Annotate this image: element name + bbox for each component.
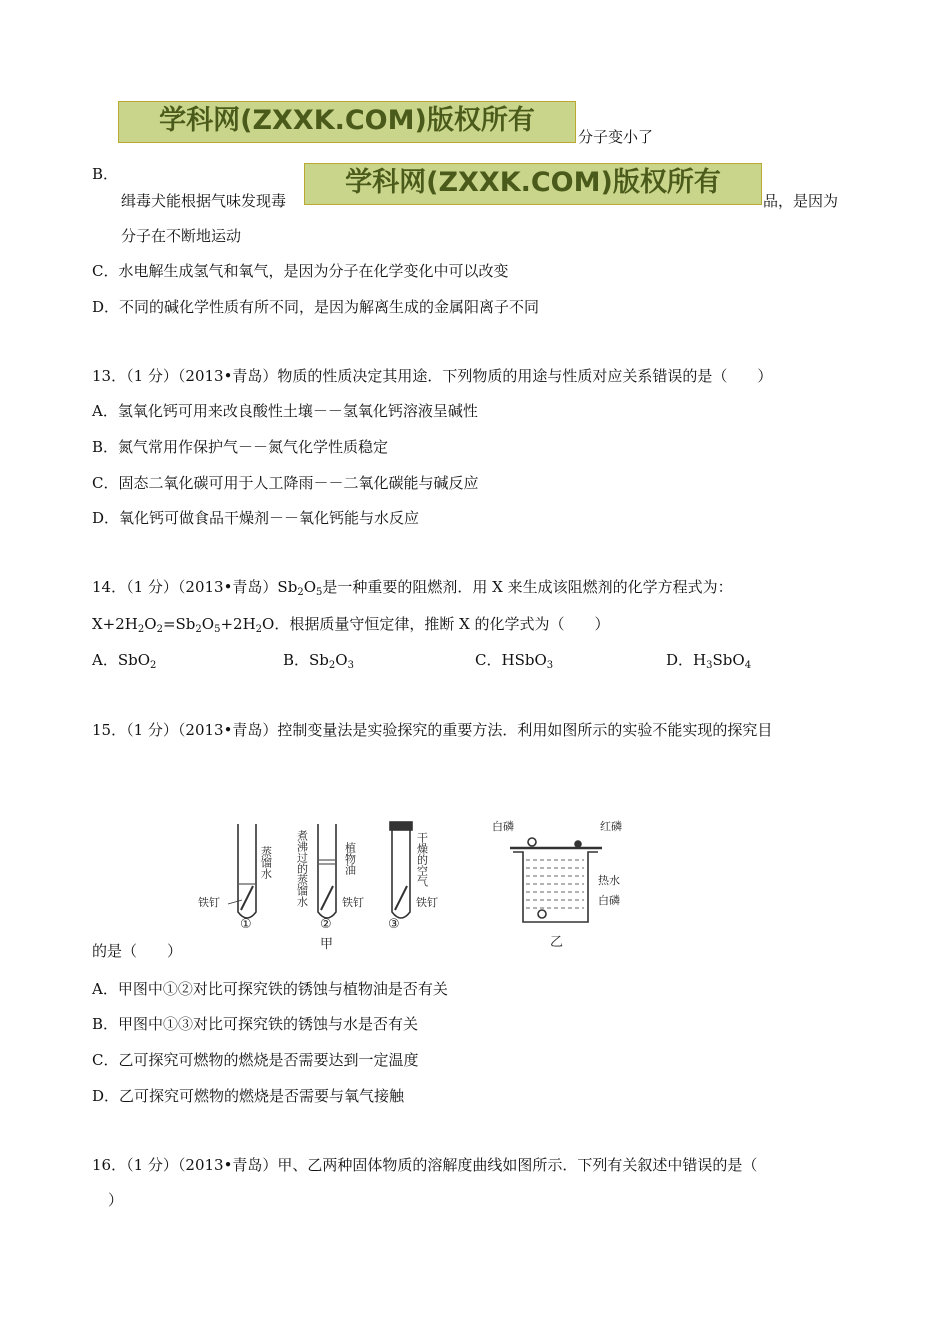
q15-option-c: C．乙可探究可燃物的燃烧是否需要达到一定温度 [92,1051,419,1069]
tube2-oil-label: 植物油 [343,842,357,875]
tube1-water-label: 蒸馏水 [259,846,273,879]
tube2-nail-label: 铁钉 [342,896,364,909]
watermark-banner: 学科网(ZXXK.COM)版权所有 [304,163,762,205]
q15-stem: 15．（1 分）（2013•青岛）控制变量法是实验探究的重要方法．利用如图所示的实验不能实现的探究目 [92,721,773,739]
q14-option-b: B．$Sb_2O_3$ [283,651,354,671]
q13-option-b: B．氮气常用作保护气－－氮气化学性质稳定 [92,438,389,456]
q15-option-a: A．甲图中①②对比可探究铁的锈蚀与植物油是否有关 [92,980,448,998]
q13-stem: 13．（1 分）（2013•青岛）物质的性质决定其用途．下列物质的用途与性质对应关系错误的是（ ） [92,367,773,385]
label-jia: 甲 [320,937,334,952]
label-yi: 乙 [550,935,564,950]
q14-stem: 14．（1 分）（2013•青岛）$Sb_2O_5$是一种重要的阻燃剂．用 X 来生成该阻燃剂的化学方程式为： [92,578,733,598]
tube2-num: ② [320,917,332,932]
tube3-nail-label: 铁钉 [416,896,438,909]
white-phosphorus-bottom [538,910,546,918]
tube3-stopper [390,822,412,830]
red-phosphorus [575,841,581,847]
hot-water-label: 热水 [598,874,620,887]
q15-option-b: B．甲图中①③对比可探究铁的锈蚀与水是否有关 [92,1015,419,1033]
tube2-nail [321,886,333,910]
white-phosphorus-top-label: 白磷 [492,820,514,833]
q13-option-c: C．固态二氧化碳可用于人工降雨－－二氧化碳能与碱反应 [92,474,479,492]
beaker [513,852,598,922]
q13-option-a: A．氢氧化钙可用来改良酸性土壤－－氢氧化钙溶液呈碱性 [92,402,478,420]
q12-option-b-text-line2: 分子在不断地运动 [121,227,242,245]
test-tube-2 [318,824,336,918]
test-tube-3 [392,826,410,918]
tube1-nail [241,886,253,910]
tube3-num: ③ [388,917,400,932]
q12-option-d: D．不同的碱化学性质有所不同，是因为解离生成的金属阳离子不同 [92,298,540,316]
q15-experiment-figure [180,812,650,952]
q12-option-a-tail: 分子变小了 [578,128,654,146]
q13-option-d: D．氧化钙可做食品干燥剂－－氧化钙能与水反应 [92,509,420,527]
q12-option-c: C．水电解生成氢气和氧气，是因为分子在化学变化中可以改变 [92,262,509,280]
q16-stem: 16．（1 分）（2013•青岛）甲、乙两种固体物质的溶解度曲线如图所示．下列有关叙述中错误的是（ [92,1156,758,1174]
q14-equation-line: $X+2H_2O_2=Sb_2O_5+2H_2O$．根据质量守恒定律，推断 X 的化学式为（ ） [92,615,610,635]
q12-option-b-text-start: 缉毒犬能根据气味发现毒 [121,192,287,210]
white-phosphorus-top [528,838,536,846]
q15-option-d: D．乙可探究可燃物的燃烧是否需要与氧气接触 [92,1087,405,1105]
tube1-nail-label: 铁钉 [198,896,220,909]
q15-stem-cont: 的是（ ） [92,942,183,960]
red-phosphorus-label: 红磷 [600,820,622,833]
tube3-nail [395,886,407,910]
q14-option-a: A．SbO$_2$ [92,651,157,671]
q14-option-c: C．HSbO$_3$ [475,651,554,671]
q14-option-d: D．$H_3SbO_4$ [666,651,752,671]
white-phosphorus-bottom-label: 白磷 [598,894,620,907]
q12-option-b-label: B． [92,165,119,183]
watermark-banner: 学科网(ZXXK.COM)版权所有 [118,101,576,143]
tube2-oil-layer [319,860,335,864]
tube2-left-label: 煮沸过的蒸馏水 [295,830,309,907]
test-tube-1 [238,824,256,918]
tube3-air-label: 干燥的空气 [415,832,429,887]
q12-option-b-text-end: 品，是因为 [763,192,839,210]
tube1-num: ① [240,917,252,932]
q16-stem-cont: ） [108,1191,124,1209]
